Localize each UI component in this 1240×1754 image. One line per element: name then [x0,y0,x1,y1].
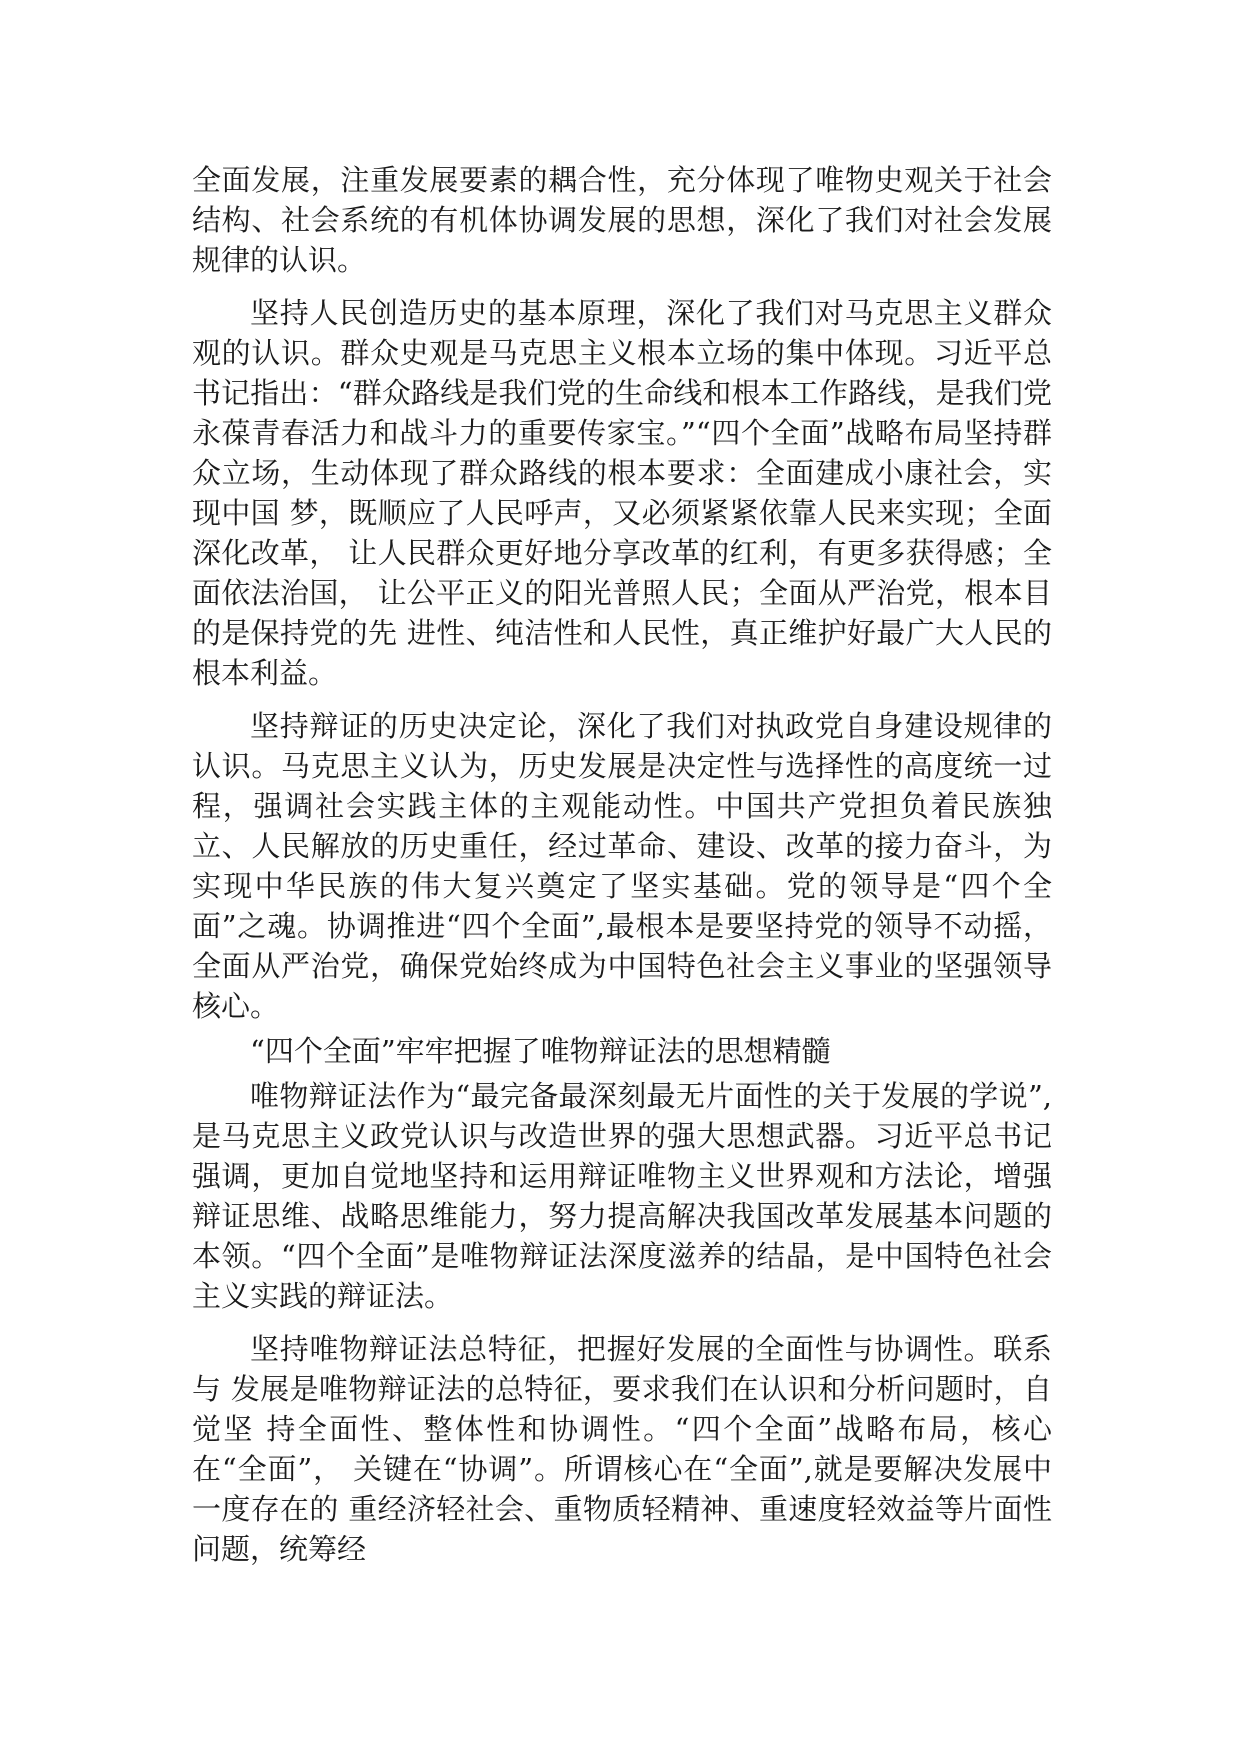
paragraph-continued: 全面发展，注重发展要素的耦合性，充分体现了唯物史观关于社会结构、社会系统的有机体协调发展的思想，深化了我们对社会发展规律的认识。 [192,163,1052,277]
paragraph-mass-view: 坚持人民创造历史的基本原理，深化了我们对马克思主义群众观的认识。群众史观是马克思主义根本立场的集中体现。习近平总书记指出：“群众路线是我们党的生命线和根本工作路线，是我们党永葆青春活力和战斗力的重要传家宝。”“四个全面”战略布局坚持群众立场，生动体现了群众路线的根本要求：全面建成小康社会，实现中国 梦，既顺应了人民呼声，又必须紧紧依靠人民来实现；全面深化改革， 让人民群众更好地分享改革的红利，有更多获得感；全面依法治国， 让公平正义的阳光普照人民；全面从严治党，根本目的是保持党的先 进性、纯洁性和人民性，真正维护好最广大人民的根本利益。 [192,296,1052,690]
document-page [192,160,1052,1582]
section-heading: “四个全面”牢牢把握了唯物辩证法的思想精髓 [250,1034,831,1068]
paragraph-historical-determinism: 坚持辩证的历史决定论，深化了我们对执政党自身建设规律的认识。马克思主义认为，历史发展是决定性与选择性的高度统一过程，强调社会实践主体的主观能动性。中国共产党担负着民族独立、人民解放的历史重任，经过革命、建设、改革的接力奋斗，为实现中华民族的伟大复兴奠定了坚实基础。党的领导是“四个全面”之魂。协调推进“四个全面”,最根本是要坚持党的领导不动摇，全面从严治党，确保党始终成为中国特色社会主义事业的坚强领导核心。 [192,709,1052,1023]
paragraph-materialist-dialectics: 唯物辩证法作为“最完备最深刻最无片面性的关于发展的学说”,是马克思主义政党认识与改造世界的强大思想武器。习近平总书记强调，更加自觉地坚持和运用辩证唯物主义世界观和方法论，增强辩证思维、战略思维能力，努力提高解决我国改革发展基本问题的本领。“四个全面”是唯物辩证法深度滋养的结晶，是中国特色社会主义实践的辩证法。 [192,1079,1052,1313]
paragraph-general-characteristics: 坚持唯物辩证法总特征，把握好发展的全面性与协调性。联系与 发展是唯物辩证法的总特征，要求我们在认识和分析问题时，自觉坚 持全面性、整体性和协调性。“四个全面”战略布局，核心在“全面”， 关键在“协调”。所谓核心在“全面”,就是要解决发展中一度存在的 重经济轻社会、重物质轻精神、重速度轻效益等片面性问题，统筹经 [192,1332,1052,1566]
